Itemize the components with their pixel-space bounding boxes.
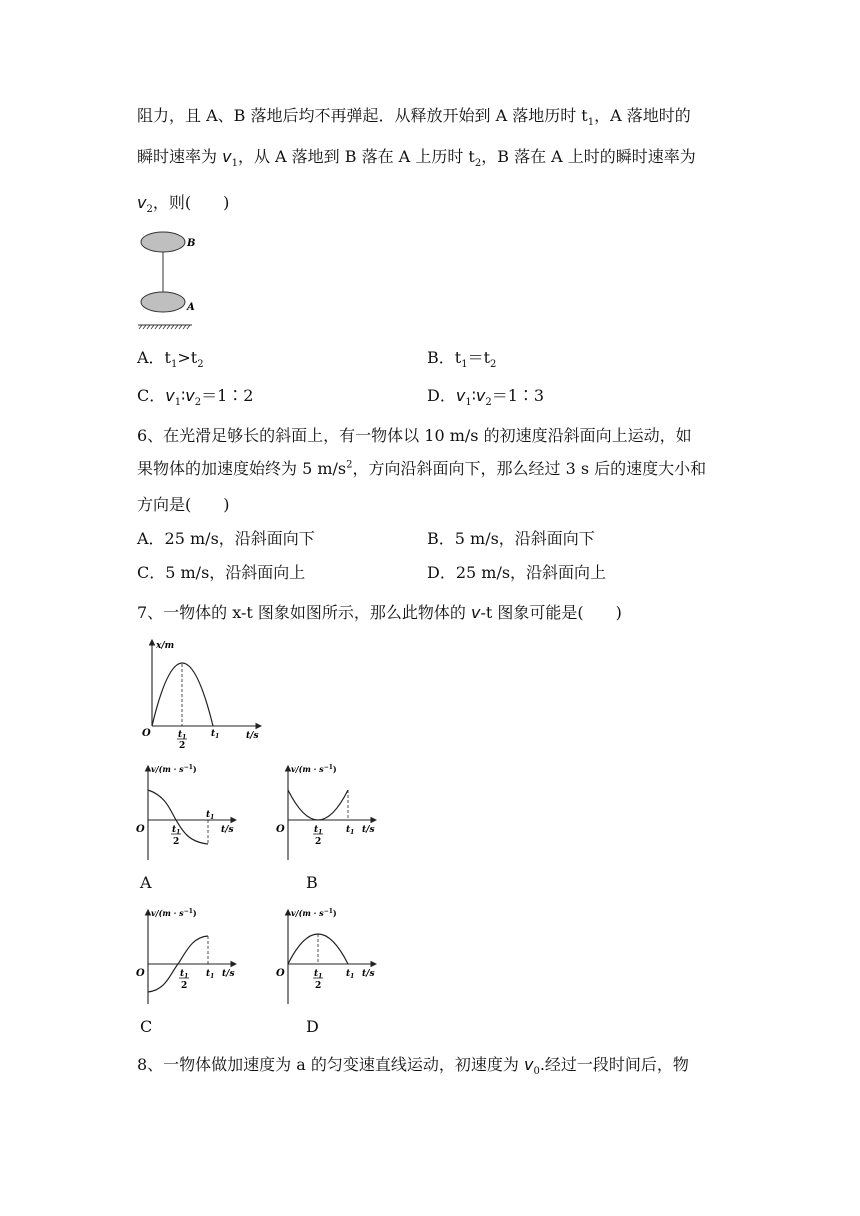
svg-text:t1: $t_1$ bbox=[206, 810, 215, 821]
svg-text:2: 2 bbox=[181, 981, 188, 991]
svg-text:t1: $t_1$ bbox=[178, 730, 187, 741]
xt-x-axis-label: t/s bbox=[246, 731, 259, 741]
svg-text:t1: $t_1$ bbox=[206, 969, 215, 980]
svg-text:t/s: t/s bbox=[362, 825, 375, 835]
q8-line1: 8、一物体做加速度为 a 的匀变速直线运动，初速度为 $v_0$.经过一段时间后，物 bbox=[137, 1055, 689, 1078]
q6-option-a: A．25 m/s，沿斜面向下 bbox=[137, 529, 315, 548]
svg-text:2: 2 bbox=[179, 741, 186, 750]
svg-text:t/s: t/s bbox=[222, 969, 235, 979]
svg-text:t/s: t/s bbox=[221, 825, 234, 835]
q5-option-a: A．$t_1>t_2$ bbox=[137, 348, 204, 371]
q6-line1: 6、在光滑足够长的斜面上，有一物体以 10 m/s 的初速度沿斜面向上运动，如 bbox=[137, 426, 692, 445]
xt-origin: O bbox=[142, 728, 151, 739]
q7-line: 7、一物体的 x-t 图象如图所示，那么此物体的 v-t 图象可能是( ) bbox=[137, 603, 622, 622]
xt-y-axis-label: x/m bbox=[156, 641, 175, 651]
svg-text:t1: $t_1$ bbox=[314, 825, 323, 836]
q5-option-b: B．$t_1=t_2$ bbox=[427, 348, 497, 371]
svg-text:t1: $t_1$ bbox=[314, 969, 323, 980]
svg-text:v/(m · s−1): $v/(m \cdot s^{-1})$ bbox=[151, 908, 197, 918]
svg-text:2: 2 bbox=[315, 981, 322, 991]
vt-label-c: C bbox=[140, 1017, 153, 1036]
svg-text:t1: $t_1$ bbox=[211, 729, 220, 740]
vt-graph-c bbox=[136, 904, 246, 1009]
svg-text:2: 2 bbox=[173, 837, 180, 847]
q5-figure bbox=[136, 228, 200, 334]
svg-text:v/(m · s−1): $v/(m \cdot s^{-1})$ bbox=[151, 764, 197, 774]
xt-graph bbox=[136, 634, 271, 750]
svg-text:t/s: t/s bbox=[362, 969, 375, 979]
svg-text:t1: $t_1$ bbox=[180, 969, 189, 980]
label-a: A bbox=[187, 302, 195, 313]
q5-line2: 瞬时速率为 $v_1$，从 A 落地到 B 落在 A 上历时 $t_2$，B 落在 A 上时的瞬时速率为 bbox=[137, 147, 696, 170]
svg-text:v/(m · s−1): $v/(m \cdot s^{-1})$ bbox=[291, 908, 337, 918]
q5-option-c: C．$v_1∶v_2=1∶2$ bbox=[137, 386, 254, 409]
label-b: B bbox=[187, 238, 196, 249]
svg-text:O: O bbox=[136, 968, 145, 979]
svg-text:O: O bbox=[136, 824, 145, 835]
svg-text:2: 2 bbox=[315, 837, 322, 847]
svg-text:O: O bbox=[276, 968, 285, 979]
vt-graph-a bbox=[136, 760, 246, 865]
q6-line2: 果物体的加速度始终为 5 $m/s^2$，方向沿斜面向下，那么经过 3 s 后的速度大小和 bbox=[137, 459, 707, 478]
svg-text:t1: $t_1$ bbox=[346, 969, 355, 980]
vt-label-d: D bbox=[306, 1017, 319, 1036]
svg-text:t1: $t_1$ bbox=[172, 825, 181, 836]
q5-option-d: D．$v_1∶v_2=1∶3$ bbox=[427, 386, 545, 409]
svg-text:v/(m · s−1): $v/(m \cdot s^{-1})$ bbox=[291, 764, 337, 774]
q6-option-d: D．25 m/s，沿斜面向上 bbox=[427, 563, 607, 582]
svg-text:t1: $t_1$ bbox=[346, 825, 355, 836]
vt-label-b: B bbox=[306, 873, 318, 892]
q6-line3: 方向是( ) bbox=[137, 495, 230, 514]
q5-line1: 阻力，且 A、B 落地后均不再弹起．从释放开始到 A 落地历时 $t_1$，A 落地时的 bbox=[137, 106, 691, 129]
vt-label-a: A bbox=[140, 873, 152, 892]
q5-line3: $v_2$，则( ) bbox=[137, 193, 230, 216]
vt-graph-b bbox=[276, 760, 386, 865]
vt-graph-d bbox=[276, 904, 386, 1009]
q6-option-b: B．5 m/s，沿斜面向下 bbox=[427, 529, 595, 548]
svg-text:O: O bbox=[276, 824, 285, 835]
q6-option-c: C．5 m/s，沿斜面向上 bbox=[137, 563, 306, 582]
